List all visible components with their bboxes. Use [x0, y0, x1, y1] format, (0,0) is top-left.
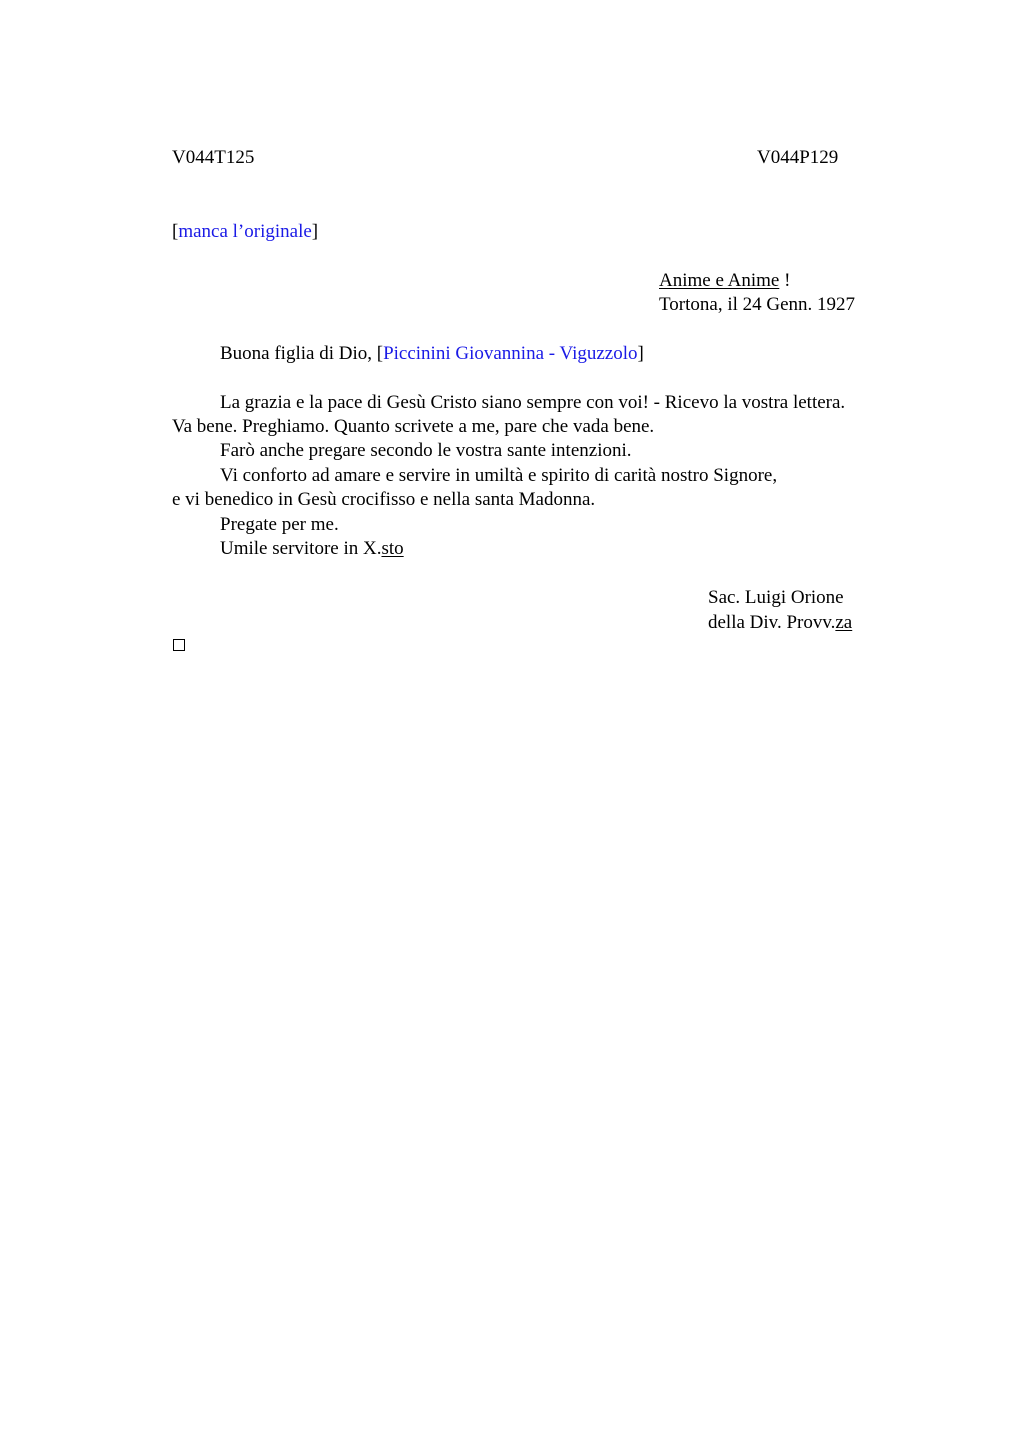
signature-name: Sac. Luigi Orione — [708, 587, 844, 608]
square-outline-icon — [173, 639, 185, 651]
motto-punctuation: ! — [779, 270, 791, 291]
salutation — [220, 342, 644, 366]
salutation-close-bracket: ] — [637, 343, 644, 364]
signature-title-underlined: za — [835, 612, 853, 633]
body-line: e vi benedico in Gesù crocifisso e nella santa Madonna. — [172, 489, 596, 510]
signature-title — [708, 611, 852, 635]
salutation-text: Buona figlia di Dio, — [220, 343, 377, 364]
signature-title-prefix: della Div. Provv. — [708, 612, 836, 633]
closing-underlined: sto — [381, 538, 404, 559]
recipient-name: Piccinini Giovannina - Viguzzolo — [383, 343, 638, 364]
closing-prefix: Umile servitore in X. — [220, 538, 382, 559]
volume-code-left: V044T125 — [172, 147, 255, 168]
motto — [659, 269, 790, 293]
dateline: Tortona, il 24 Genn. 1927 — [659, 294, 856, 315]
note-open-bracket: [ — [172, 221, 179, 242]
note-close-bracket: ] — [311, 221, 319, 242]
editorial-note — [172, 220, 318, 244]
body-line: Farò anche pregare secondo le vostra sante intenzioni. — [220, 440, 632, 461]
motto-underlined: Anime e Anime — [659, 270, 780, 291]
salutation-open-bracket: [ — [376, 343, 384, 364]
volume-code-right: V044P129 — [757, 147, 839, 168]
note-text: manca l’originale — [178, 221, 312, 242]
closing-line — [220, 537, 404, 561]
body-line: Pregate per me. — [220, 514, 339, 535]
body-line: Va bene. Preghiamo. Quanto scrivete a me, pare che vada bene. — [172, 416, 655, 437]
body-line: La grazia e la pace di Gesù Cristo siano sempre con voi! - Ricevo la vostra lettera. — [220, 392, 846, 413]
body-line: Vi conforto ad amare e servire in umiltà e spirito di carità nostro Signore, — [220, 465, 778, 486]
